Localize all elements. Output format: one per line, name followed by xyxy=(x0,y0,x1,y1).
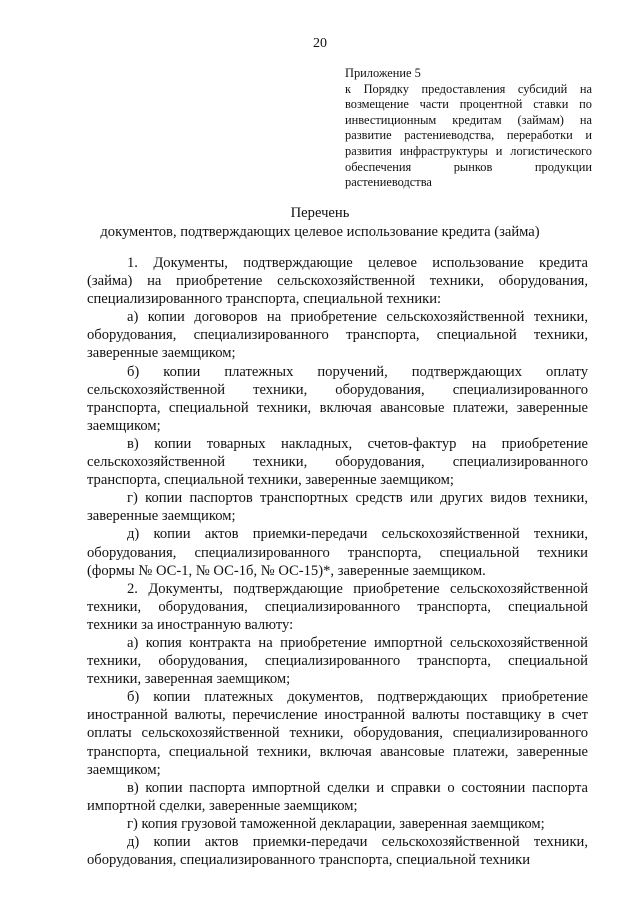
paragraph-line: техники за иностранную валюту: xyxy=(87,616,294,633)
paragraph-line: импортной сделки, заверенные заемщиком; xyxy=(87,797,358,814)
paragraph-line: г) копия грузовой таможенной декларации, заверенная заемщиком; xyxy=(127,815,545,832)
paragraph-line: иностранной валюты, перечисление иностранной валюты поставщику в счет xyxy=(87,707,588,724)
document-title: Перечень xyxy=(290,205,350,221)
paragraph-line: (формы № ОС-1, № ОС-1б, № ОС-15)*, заверенные заемщиком. xyxy=(87,562,486,579)
paragraph xyxy=(87,489,588,525)
paragraph-line: оборудования, специализированного транспорта, специальной техники xyxy=(87,852,531,869)
paragraph-line: оборудования, специализированного транспорта, специальной техники, xyxy=(87,327,588,344)
paragraph xyxy=(87,308,588,362)
appendix-header xyxy=(345,66,592,191)
paragraph-line: техники, заверенная заемщиком; xyxy=(87,671,291,688)
paragraph-line: в) копии товарных накладных, счетов-фактур на приобретение xyxy=(127,435,588,452)
paragraph-line: заверенные заемщиком; xyxy=(87,345,236,362)
paragraph-line: д) копии актов приемки-передачи сельскохозяйственной техники, xyxy=(127,834,588,850)
paragraph xyxy=(87,688,588,778)
paragraph-line: специализированного транспорта, специальной техники: xyxy=(87,291,442,308)
paragraph xyxy=(87,634,588,688)
paragraph-line: д) копии актов приемки-передачи сельскохозяйственной техники, xyxy=(127,526,588,543)
paragraph-line: б) копии платежных документов, подтверждающих приобретение xyxy=(127,689,588,706)
appendix-line: к Порядку предоставления субсидий на xyxy=(345,81,592,96)
paragraph-line: транспорта, специальной техники, заверенные заемщиком; xyxy=(87,472,454,489)
paragraph-line: транспорта, специальной техники, включая авансовые платежи, заверенные xyxy=(87,743,588,760)
paragraph-line: техники, оборудования, специализированного транспорта, специальной xyxy=(87,598,588,615)
paragraph-line: сельскохозяйственной техники, оборудования, специализированного xyxy=(87,381,588,398)
paragraph xyxy=(87,580,588,634)
appendix-line: инвестиционным кредитам (займам) на xyxy=(345,112,592,127)
paragraph xyxy=(87,779,588,815)
appendix-line: возмещение части процентной ставки по xyxy=(345,97,592,112)
appendix-line: Приложение 5 xyxy=(345,66,421,80)
paragraph-line: в) копии паспорта импортной сделки и справки о состоянии паспорта xyxy=(127,779,588,796)
appendix-line: обеспечения рынков продукции xyxy=(345,159,592,174)
paragraph-line: заемщиком; xyxy=(87,417,161,434)
paragraph-line: а) копия контракта на приобретение импортной сельскохозяйственной xyxy=(127,634,588,651)
paragraph-line: оплаты сельскохозяйственной техники, оборудования, специализированного xyxy=(87,725,588,742)
paragraph xyxy=(87,833,588,869)
paragraph-line: 1. Документы, подтверждающие целевое использование кредита xyxy=(127,255,588,271)
paragraph-line: г) копии паспортов транспортных средств или других видов техники, xyxy=(127,490,588,507)
paragraph xyxy=(87,435,588,489)
appendix-line: развитие растениеводства, переработки и xyxy=(345,128,592,143)
paragraph xyxy=(87,363,588,435)
paragraph-line: техники, оборудования, специализированного транспорта, специальной xyxy=(87,653,588,670)
page-number: 20 xyxy=(313,36,327,51)
appendix-line: растениеводства xyxy=(345,175,432,190)
document-body xyxy=(87,254,588,869)
paragraph xyxy=(87,525,588,579)
paragraph-line: 2. Документы, подтверждающие приобретение сельскохозяйственной xyxy=(127,580,588,597)
paragraph-line: заверенные заемщиком; xyxy=(87,508,236,525)
document-subtitle: документов, подтверждающих целевое использование кредита (займа) xyxy=(100,224,540,240)
paragraph xyxy=(87,254,588,308)
paragraph-line: заемщиком; xyxy=(87,761,161,778)
paragraph xyxy=(87,815,588,833)
paragraph-line: сельскохозяйственной техники, оборудования, специализированного xyxy=(87,454,588,471)
appendix-line: развития инфраструктуры и логистического xyxy=(345,143,592,158)
paragraph-line: транспорта, специальной техники, включая авансовые платежи, заверенные xyxy=(87,399,588,416)
paragraph-line: оборудования, специализированного транспорта, специальной техники xyxy=(87,544,588,561)
paragraph-line: (займа) на приобретение сельскохозяйственной техники, оборудования, xyxy=(87,273,588,290)
paragraph-line: а) копии договоров на приобретение сельскохозяйственной техники, xyxy=(127,309,588,326)
paragraph-line: б) копии платежных поручений, подтверждающих оплату xyxy=(127,363,588,380)
